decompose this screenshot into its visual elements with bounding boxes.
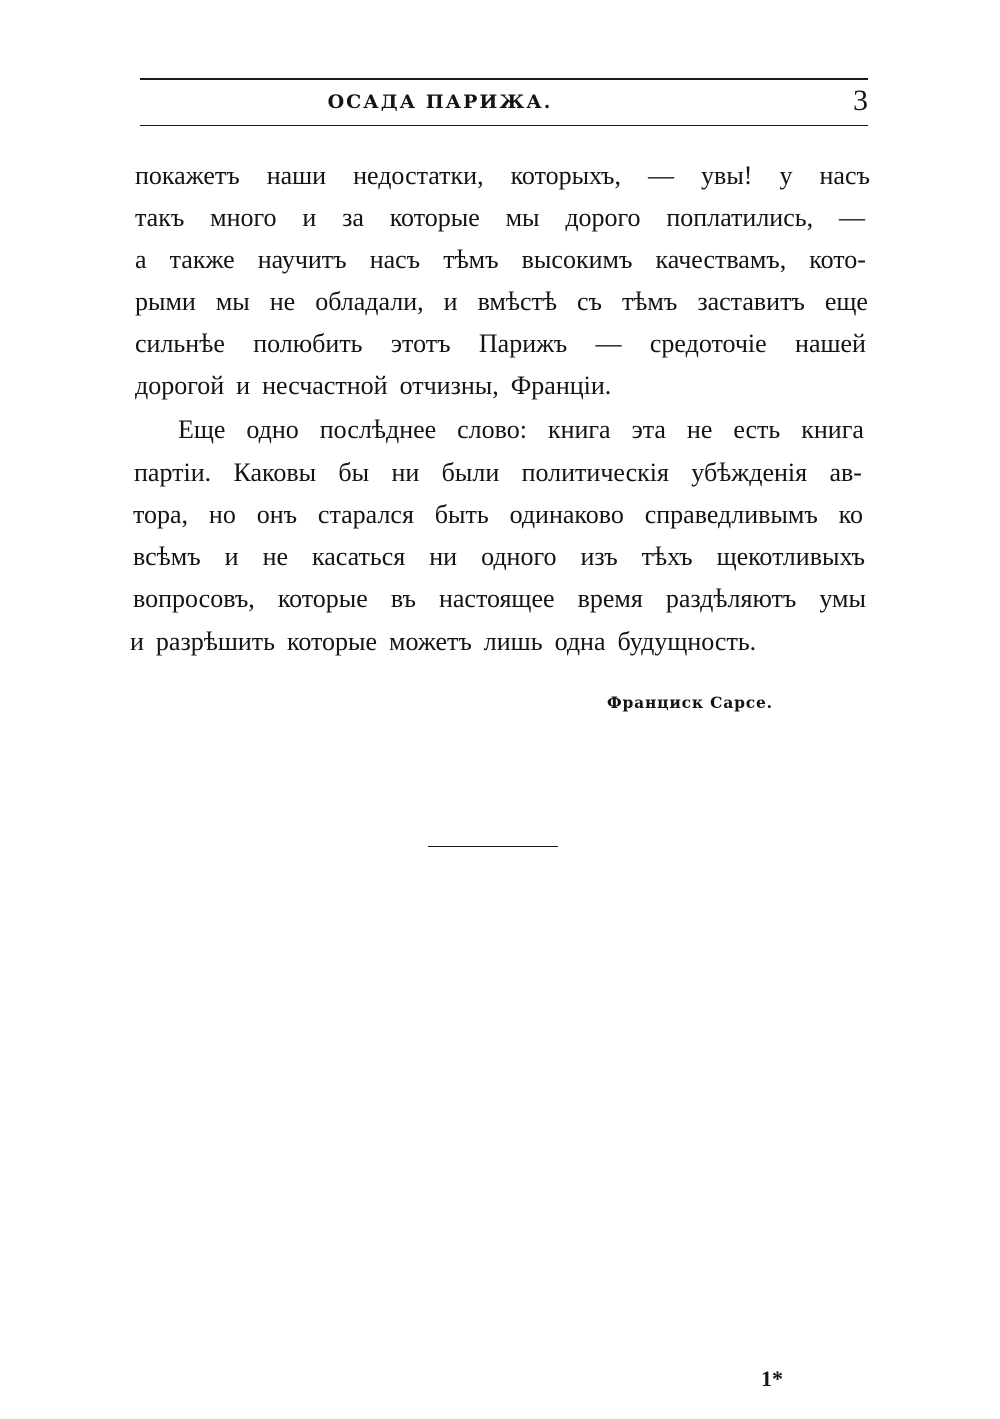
word: ни xyxy=(391,458,420,487)
word: изъ xyxy=(580,542,618,571)
word: одна xyxy=(554,627,606,656)
word: онъ xyxy=(256,500,298,529)
word: такъ xyxy=(135,203,185,232)
word: увы! xyxy=(701,161,753,190)
text-line xyxy=(133,494,863,536)
word: недостатки, xyxy=(353,161,484,190)
word: тѣмъ xyxy=(621,287,678,316)
word: за xyxy=(342,203,364,232)
word: тѣхъ xyxy=(641,542,693,571)
word: качествамъ, xyxy=(655,245,787,274)
text-line xyxy=(133,578,866,620)
text-line xyxy=(135,281,868,323)
word: старался xyxy=(317,500,414,529)
word: щекотливыхъ xyxy=(716,542,865,571)
word: наши xyxy=(266,161,327,190)
word: Франціи. xyxy=(510,371,612,400)
word: ни xyxy=(429,542,458,571)
word: кото- xyxy=(809,245,866,274)
word: много xyxy=(210,203,277,232)
word: и xyxy=(236,371,251,400)
word: и xyxy=(443,287,458,316)
word: — xyxy=(838,203,865,232)
word: и xyxy=(130,627,144,656)
word: книга xyxy=(801,415,864,444)
word: ав- xyxy=(829,458,862,487)
word: убѣжденія xyxy=(691,458,808,487)
word: рыми xyxy=(135,287,196,316)
word: разрѣшить xyxy=(155,627,276,656)
word: и xyxy=(302,203,317,232)
word: высокимъ xyxy=(521,245,633,274)
word: партіи. xyxy=(134,458,212,487)
word: не xyxy=(269,287,296,316)
text-line xyxy=(133,536,865,578)
printer-signature-mark: 1* xyxy=(761,1366,783,1391)
word: этотъ xyxy=(390,329,451,358)
word: еще xyxy=(824,287,868,316)
word: тора, xyxy=(133,500,189,529)
word: бы xyxy=(338,458,370,487)
word: лишь xyxy=(483,627,543,656)
word: ко xyxy=(838,500,863,529)
word: одинаково xyxy=(509,500,624,529)
word: одного xyxy=(481,542,557,571)
word: поплатились, xyxy=(666,203,814,232)
running-title: ОСАДА ПАРИЖА. xyxy=(327,91,553,113)
section-separator xyxy=(428,846,558,847)
word: которыхъ, xyxy=(510,161,622,190)
word: дорого xyxy=(565,203,641,232)
word: покажетъ xyxy=(135,161,240,190)
word: которые xyxy=(277,584,368,613)
text-line xyxy=(135,365,655,407)
text-line xyxy=(134,452,862,494)
word: заставитъ xyxy=(697,287,805,316)
word: — xyxy=(648,161,675,190)
word: средоточіе xyxy=(649,329,767,358)
word: которые xyxy=(287,627,378,656)
text-line xyxy=(130,621,850,663)
word: не xyxy=(262,542,289,571)
word: отчизны, xyxy=(399,371,499,400)
word: съ xyxy=(576,287,602,316)
word: которые xyxy=(389,203,480,232)
word: одно xyxy=(246,415,299,444)
word: умы xyxy=(819,584,866,613)
word: полюбить xyxy=(253,329,363,358)
word: обладали, xyxy=(315,287,424,316)
word: Парижъ xyxy=(478,329,568,358)
text-line xyxy=(135,197,865,239)
word: также xyxy=(169,245,235,274)
word: вопросовъ, xyxy=(133,584,255,613)
word: — xyxy=(595,329,622,358)
word: сильнѣе xyxy=(135,329,225,358)
word: всѣмъ xyxy=(133,542,201,571)
word: мы xyxy=(215,287,250,316)
word: не xyxy=(686,415,713,444)
text-line xyxy=(135,323,866,365)
word: будущность. xyxy=(617,627,757,656)
word: эта xyxy=(631,415,666,444)
word: есть xyxy=(733,415,781,444)
word: настоящее xyxy=(438,584,555,613)
word: насъ xyxy=(369,245,421,274)
word: быть xyxy=(434,500,489,529)
word: научитъ xyxy=(257,245,347,274)
header-rule-top xyxy=(140,78,868,80)
word: время xyxy=(577,584,643,613)
word: нашей xyxy=(795,329,866,358)
word: раздѣляютъ xyxy=(665,584,797,613)
word: можетъ xyxy=(389,627,472,656)
word: насъ xyxy=(819,161,870,190)
word: но xyxy=(208,500,236,529)
word: несчастной xyxy=(262,371,388,400)
word: Каковы xyxy=(233,458,317,487)
word: книга xyxy=(547,415,611,444)
word: тѣмъ xyxy=(443,245,499,274)
word: у xyxy=(779,161,793,190)
word: слово: xyxy=(457,415,527,444)
text-line xyxy=(135,239,866,281)
word: мы xyxy=(505,203,540,232)
word: дорогой xyxy=(135,371,225,400)
word: вмѣстѣ xyxy=(477,287,557,316)
word: и xyxy=(224,542,239,571)
word: касаться xyxy=(312,542,406,571)
word: Еще xyxy=(178,415,226,444)
word: политическія xyxy=(521,458,669,487)
text-line xyxy=(135,155,870,197)
word: а xyxy=(135,245,147,274)
text-line xyxy=(178,409,864,451)
word: были xyxy=(441,458,500,487)
header-rule-bottom xyxy=(140,125,868,126)
word: послѣднее xyxy=(319,415,437,444)
author-signature: Франциск Сарсе. xyxy=(607,693,773,712)
page-number: 3 xyxy=(853,84,868,117)
word: справедливымъ xyxy=(644,500,818,529)
word: въ xyxy=(390,584,416,613)
